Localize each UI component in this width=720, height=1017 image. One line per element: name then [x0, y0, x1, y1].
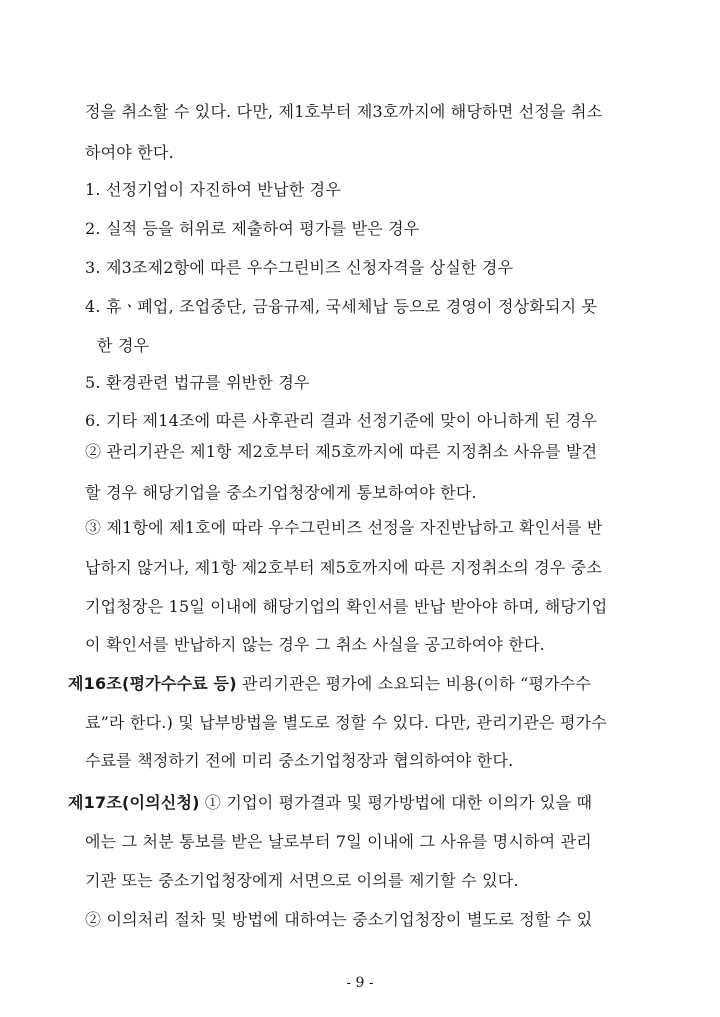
article-16-line: 료”라 한다.) 및 납부방법을 별도로 정할 수 있다. 다만, 관리기관은 평가수: [85, 713, 607, 732]
list-item-continuation: 한 경우: [97, 336, 150, 355]
article-17-line: 에는 그 처분 통보를 받은 날로부터 7일 이내에 그 사유를 명시하여 관리: [85, 832, 592, 851]
paragraph-line: 할 경우 해당기업을 중소기업청장에게 통보하여야 한다.: [85, 483, 477, 502]
article-17-line: ② 이의처리 절차 및 방법에 대하여는 중소기업청장이 별도로 정할 수 있: [85, 910, 593, 929]
article-17-line: 기관 또는 중소기업청장에게 서면으로 이의를 제기할 수 있다.: [85, 871, 519, 890]
article-16-line: [68, 673, 591, 695]
list-item: 4. 휴ㆍ폐업, 조업중단, 금융규제, 국세체납 등으로 경영이 정상화되지 못: [85, 297, 598, 316]
paragraph-line: 납하지 않거나, 제1항 제2호부터 제5호까지에 따른 지정취소의 경우 중소: [85, 558, 603, 577]
paragraph-line: 기업청장은 15일 이내에 해당기업의 확인서를 반납 받아야 하며, 해당기업: [85, 597, 608, 616]
list-item: 3. 제3조제2항에 따른 우수그린비즈 신청자격을 상실한 경우: [85, 258, 514, 277]
list-item: 5. 환경관련 법규를 위반한 경우: [85, 373, 310, 392]
list-item: 6. 기타 제14조에 따른 사후관리 결과 선정기준에 맞이 아니하게 된 경우: [85, 411, 597, 430]
page-number: - 9 -: [346, 975, 374, 991]
list-item: 2. 실적 등을 허위로 제출하여 평가를 받은 경우: [85, 219, 420, 238]
article-16-text: 관리기관은 평가에 소요되는 비용(이하 “평가수수: [236, 674, 592, 693]
article-17-line: [68, 792, 592, 814]
paragraph-line: ② 관리기관은 제1항 제2호부터 제5호까지에 따른 지정취소 사유를 발견: [85, 442, 598, 461]
article-16-line: 수료를 책정하기 전에 미리 중소기업청장과 협의하여야 한다.: [85, 751, 514, 770]
article-17-text: ① 기업이 평가결과 및 평가방법에 대한 이의가 있을 때: [199, 793, 593, 812]
article-17-heading: 제17조(이의신청): [68, 793, 200, 812]
list-item: 1. 선정기업이 자진하여 반납한 경우: [85, 180, 341, 199]
paragraph-line: 이 확인서를 반납하지 않는 경우 그 취소 사실을 공고하여야 한다.: [85, 635, 545, 654]
body-line: 정을 취소할 수 있다. 다만, 제1호부터 제3호까지에 해당하면 선정을 취소: [85, 102, 603, 121]
paragraph-line: ③ 제1항에 제1호에 따라 우수그린비즈 선정을 자진반납하고 확인서를 반: [85, 518, 603, 537]
article-16-heading: 제16조(평가수수료 등): [68, 674, 237, 693]
body-line: 하여야 한다.: [85, 143, 174, 162]
